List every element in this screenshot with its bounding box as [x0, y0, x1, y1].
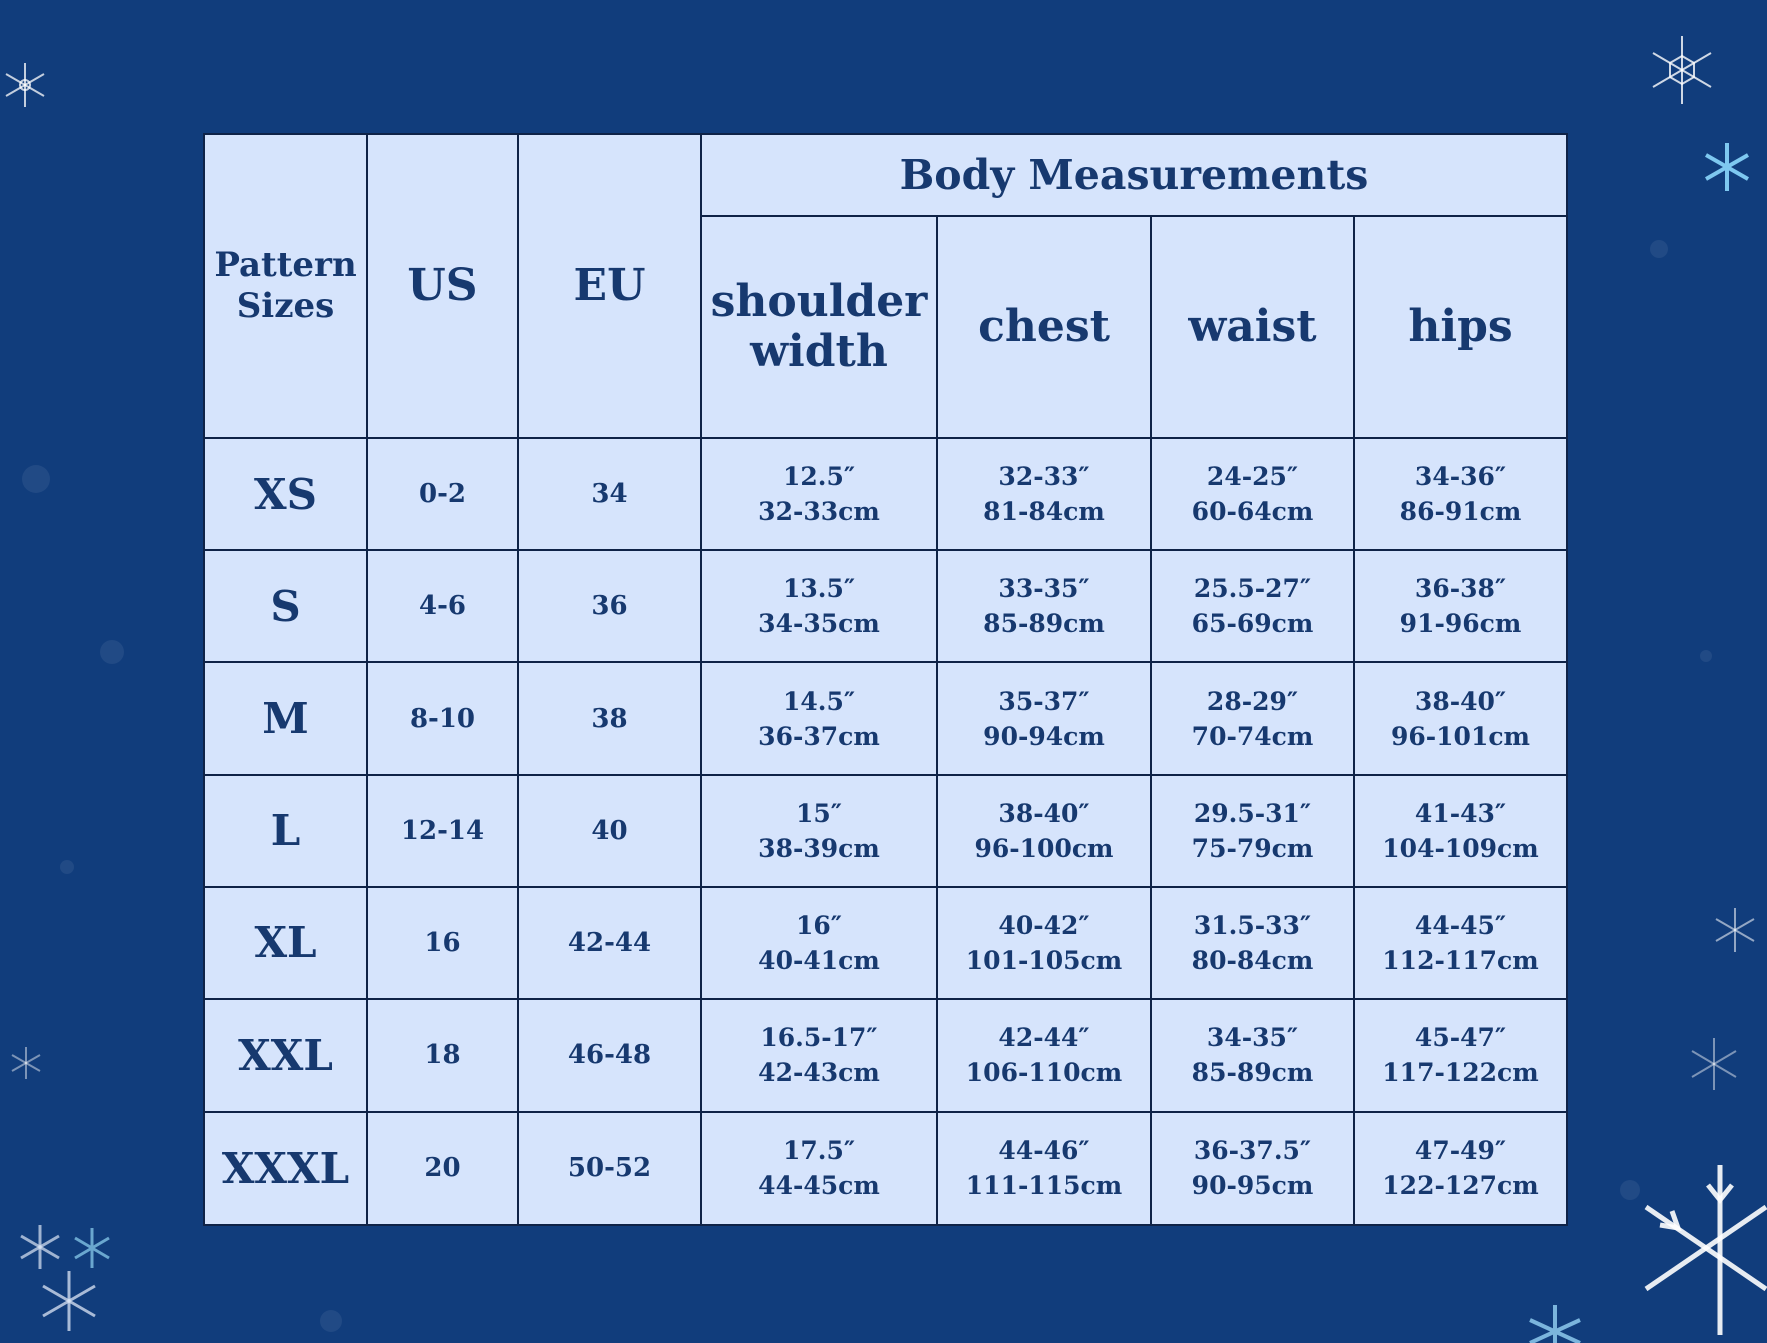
waist-header	[1151, 216, 1354, 438]
size-cell: XL	[204, 887, 367, 999]
inches-value: 31.5-33″	[1193, 910, 1312, 940]
eu-cell: 42-44	[518, 887, 701, 999]
us-cell: 0-2	[367, 438, 518, 550]
cm-value: 85-89cm	[983, 609, 1105, 639]
chest-cell	[937, 775, 1151, 887]
cm-value: 96-100cm	[974, 833, 1114, 863]
chest-cell	[937, 438, 1151, 550]
snowflake-icon	[1620, 1155, 1767, 1343]
waist-header-label: waist	[1188, 300, 1317, 352]
cm-value: 34-35cm	[758, 609, 880, 639]
snowflake-icon	[0, 60, 50, 110]
snowflake-icon	[1700, 140, 1754, 194]
eu-cell: 50-52	[518, 1112, 701, 1225]
eu-cell: 46-48	[518, 999, 701, 1112]
size-cell: L	[204, 775, 367, 887]
shoulder-cell	[701, 1112, 937, 1225]
cm-value: 106-110cm	[965, 1058, 1123, 1088]
snowflake-icon	[1520, 1300, 1590, 1343]
hips-cell	[1354, 775, 1567, 887]
cm-value: 90-95cm	[1191, 1171, 1314, 1201]
inches-value: 44-45″	[1414, 910, 1507, 940]
header-row-1	[204, 134, 1567, 216]
eu-cell: 38	[518, 662, 701, 774]
inches-value: 36-38″	[1414, 574, 1507, 604]
cm-value: 122-127cm	[1382, 1171, 1539, 1201]
inches-value: 25.5-27″	[1193, 574, 1312, 604]
pattern-sizes-header-line1: Pattern	[214, 245, 357, 286]
size-cell: XXL	[204, 999, 367, 1112]
inches-value: 34-35″	[1206, 1023, 1299, 1053]
us-cell: 4-6	[367, 550, 518, 662]
snowflake-icon	[1645, 33, 1719, 107]
snowflake-icon	[8, 1045, 44, 1081]
table-row	[204, 775, 1567, 887]
shoulder-width-header	[701, 216, 937, 438]
size-cell: XXXL	[204, 1112, 367, 1225]
shoulder-header-line2: width	[750, 326, 888, 378]
hips-cell	[1354, 662, 1567, 774]
inches-value: 38-40″	[1414, 686, 1507, 716]
cm-value: 32-33cm	[758, 497, 880, 527]
waist-cell	[1151, 438, 1354, 550]
shoulder-cell	[701, 438, 937, 550]
size-chart-table	[203, 133, 1568, 1226]
table-row	[204, 887, 1567, 999]
us-header-label: US	[407, 259, 478, 311]
chest-cell	[937, 1112, 1151, 1225]
inches-value: 34-36″	[1414, 462, 1507, 492]
table-row	[204, 662, 1567, 774]
cm-value: 80-84cm	[1191, 945, 1314, 975]
inches-value: 28-29″	[1206, 686, 1299, 716]
table-row	[204, 438, 1567, 550]
chest-cell	[937, 887, 1151, 999]
inches-value: 32-33″	[998, 462, 1090, 492]
inches-value: 42-44″	[998, 1023, 1090, 1053]
inches-value: 13.5″	[782, 574, 856, 604]
inches-value: 16″	[796, 910, 842, 940]
us-cell: 20	[367, 1112, 518, 1225]
hips-header	[1354, 216, 1567, 438]
eu-cell: 40	[518, 775, 701, 887]
us-cell: 18	[367, 999, 518, 1112]
body-measurements-header	[701, 134, 1567, 216]
us-header	[367, 134, 518, 438]
waist-cell	[1151, 775, 1354, 887]
inches-value: 45-47″	[1414, 1023, 1507, 1053]
cm-value: 75-79cm	[1191, 833, 1314, 863]
eu-header-label: EU	[573, 259, 646, 311]
cm-value: 104-109cm	[1382, 833, 1539, 863]
cm-value: 38-39cm	[758, 833, 880, 863]
cm-value: 117-122cm	[1382, 1058, 1539, 1088]
bokeh-dot	[320, 1310, 342, 1332]
cm-value: 90-94cm	[983, 721, 1105, 751]
inches-value: 33-35″	[998, 574, 1090, 604]
shoulder-cell	[701, 775, 937, 887]
inches-value: 16.5-17″	[760, 1023, 878, 1053]
inches-value: 47-49″	[1414, 1136, 1507, 1166]
cm-value: 111-115cm	[965, 1171, 1123, 1201]
hips-cell	[1354, 887, 1567, 999]
inches-value: 44-46″	[998, 1136, 1090, 1166]
size-cell: M	[204, 662, 367, 774]
snowflake-icon	[36, 1268, 102, 1334]
body-measurements-label: Body Measurements	[899, 151, 1369, 200]
waist-cell	[1151, 999, 1354, 1112]
shoulder-cell	[701, 550, 937, 662]
bokeh-dot	[60, 860, 74, 874]
shoulder-header-line1: shoulder	[710, 275, 928, 327]
eu-cell: 34	[518, 438, 701, 550]
inches-value: 24-25″	[1206, 462, 1299, 492]
us-cell: 16	[367, 887, 518, 999]
inches-value: 35-37″	[998, 686, 1090, 716]
snowflake-icon	[70, 1226, 114, 1270]
eu-cell: 36	[518, 550, 701, 662]
inches-value: 17.5″	[782, 1136, 856, 1166]
snowflake-icon	[15, 1222, 65, 1272]
table-row	[204, 550, 1567, 662]
shoulder-cell	[701, 999, 937, 1112]
cm-value: 81-84cm	[983, 497, 1105, 527]
waist-cell	[1151, 662, 1354, 774]
bokeh-dot	[1700, 650, 1712, 662]
hips-cell	[1354, 1112, 1567, 1225]
hips-cell	[1354, 438, 1567, 550]
inches-value: 36-37.5″	[1193, 1136, 1312, 1166]
shoulder-cell	[701, 887, 937, 999]
cm-value: 36-37cm	[758, 721, 880, 751]
us-cell: 12-14	[367, 775, 518, 887]
cm-value: 85-89cm	[1191, 1058, 1314, 1088]
inches-value: 15″	[796, 798, 842, 828]
cm-value: 70-74cm	[1191, 721, 1314, 751]
cm-value: 101-105cm	[965, 945, 1123, 975]
cm-value: 65-69cm	[1191, 609, 1314, 639]
eu-header	[518, 134, 701, 438]
size-cell: S	[204, 550, 367, 662]
pattern-sizes-header	[204, 134, 367, 438]
table-row	[204, 999, 1567, 1112]
size-cell: XS	[204, 438, 367, 550]
bokeh-dot	[22, 465, 50, 493]
hips-cell	[1354, 999, 1567, 1112]
pattern-sizes-header-line2: Sizes	[236, 286, 335, 327]
cm-value: 96-101cm	[1390, 721, 1531, 751]
cm-value: 44-45cm	[758, 1171, 880, 1201]
inches-value: 41-43″	[1414, 798, 1507, 828]
cm-value: 40-41cm	[758, 945, 880, 975]
cm-value: 86-91cm	[1399, 497, 1522, 527]
chest-header	[937, 216, 1151, 438]
waist-cell	[1151, 550, 1354, 662]
table-row	[204, 1112, 1567, 1225]
cm-value: 112-117cm	[1382, 945, 1539, 975]
chest-cell	[937, 999, 1151, 1112]
cm-value: 60-64cm	[1191, 497, 1314, 527]
hips-cell	[1354, 550, 1567, 662]
hips-header-label: hips	[1408, 300, 1513, 352]
cm-value: 91-96cm	[1399, 609, 1522, 639]
waist-cell	[1151, 1112, 1354, 1225]
inches-value: 38-40″	[998, 798, 1090, 828]
bokeh-dot	[1650, 240, 1668, 258]
chest-header-label: chest	[978, 300, 1110, 352]
inches-value: 14.5″	[782, 686, 856, 716]
inches-value: 29.5-31″	[1193, 798, 1312, 828]
bokeh-dot	[100, 640, 124, 664]
cm-value: 42-43cm	[758, 1058, 880, 1088]
us-cell: 8-10	[367, 662, 518, 774]
snowflake-icon	[1710, 905, 1760, 955]
snowflake-icon	[1685, 1035, 1743, 1093]
inches-value: 40-42″	[998, 910, 1090, 940]
inches-value: 12.5″	[782, 462, 856, 492]
waist-cell	[1151, 887, 1354, 999]
shoulder-cell	[701, 662, 937, 774]
chest-cell	[937, 550, 1151, 662]
chest-cell	[937, 662, 1151, 774]
